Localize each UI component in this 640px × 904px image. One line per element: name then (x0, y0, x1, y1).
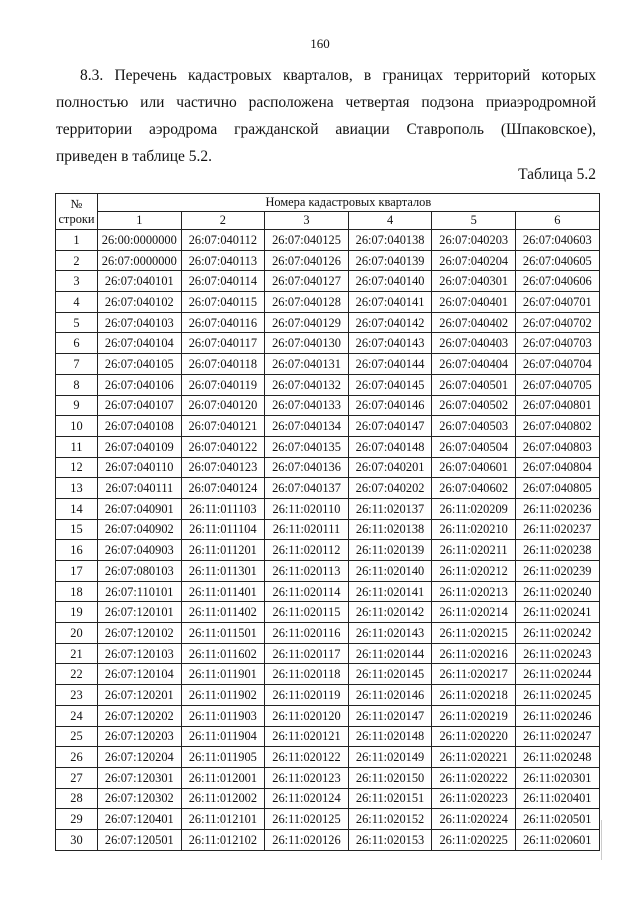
cadastral-number-cell: 26:11:020148 (348, 726, 432, 747)
cadastral-number-cell: 26:07:040107 (98, 395, 182, 416)
group-header: Номера кадастровых кварталов (98, 194, 600, 212)
row-number-cell: 10 (56, 416, 98, 437)
cadastral-number-cell: 26:07:040112 (181, 230, 265, 251)
cadastral-number-cell: 26:07:040102 (98, 292, 182, 313)
cadastral-number-cell: 26:11:020146 (348, 685, 432, 706)
cadastral-number-cell: 26:07:040103 (98, 312, 182, 333)
cadastral-number-cell: 26:11:011103 (181, 498, 265, 519)
cadastral-number-cell: 26:07:120301 (98, 767, 182, 788)
column-number-row (56, 212, 600, 230)
cadastral-number-cell: 26:07:040124 (181, 478, 265, 499)
table-row (56, 623, 600, 644)
cadastral-number-cell: 26:11:020116 (265, 623, 349, 644)
cadastral-number-cell: 26:11:020211 (432, 540, 516, 561)
cadastral-number-cell: 26:11:020301 (515, 767, 599, 788)
cadastral-number-cell: 26:11:020145 (348, 664, 432, 685)
cadastral-number-cell: 26:11:020118 (265, 664, 349, 685)
cadastral-number-cell: 26:07:040602 (432, 478, 516, 499)
cadastral-number-cell: 26:11:011501 (181, 623, 265, 644)
cadastral-number-cell: 26:11:020245 (515, 685, 599, 706)
cadastral-number-cell: 26:07:040118 (181, 354, 265, 375)
cadastral-number-cell: 26:07:120501 (98, 829, 182, 850)
cadastral-number-cell: 26:07:040605 (515, 250, 599, 271)
cadastral-number-cell: 26:11:020139 (348, 540, 432, 561)
row-number-cell: 13 (56, 478, 98, 499)
cadastral-number-cell: 26:11:020237 (515, 519, 599, 540)
cadastral-number-cell: 26:11:020214 (432, 602, 516, 623)
row-number-cell: 14 (56, 498, 98, 519)
cadastral-number-cell: 26:11:020216 (432, 643, 516, 664)
cadastral-number-cell: 26:07:040301 (432, 271, 516, 292)
cadastral-number-cell: 26:07:040129 (265, 312, 349, 333)
cadastral-number-cell: 26:11:020152 (348, 809, 432, 830)
table-row (56, 685, 600, 706)
row-number-cell: 17 (56, 561, 98, 582)
cadastral-number-cell: 26:07:040121 (181, 416, 265, 437)
cadastral-number-cell: 26:11:020240 (515, 581, 599, 602)
cadastral-number-cell: 26:07:040104 (98, 333, 182, 354)
cadastral-number-cell: 26:11:020213 (432, 581, 516, 602)
table-row (56, 292, 600, 313)
cadastral-number-cell: 26:11:020150 (348, 767, 432, 788)
cadastral-number-cell: 26:07:120201 (98, 685, 182, 706)
cadastral-number-cell: 26:11:020238 (515, 540, 599, 561)
cadastral-number-cell: 26:07:040145 (348, 374, 432, 395)
cadastral-number-cell: 26:07:040403 (432, 333, 516, 354)
cadastral-number-cell: 26:07:080103 (98, 561, 182, 582)
row-number-cell: 16 (56, 540, 98, 561)
cadastral-number-cell: 26:07:040148 (348, 436, 432, 457)
cadastral-number-cell: 26:07:040136 (265, 457, 349, 478)
row-number-cell: 18 (56, 581, 98, 602)
cadastral-number-cell: 26:07:040130 (265, 333, 349, 354)
column-number: 5 (432, 212, 516, 230)
cadastral-number-cell: 26:07:040404 (432, 354, 516, 375)
cadastral-number-cell: 26:11:011402 (181, 602, 265, 623)
cadastral-number-cell: 26:07:040110 (98, 457, 182, 478)
cadastral-number-cell: 26:11:020401 (515, 788, 599, 809)
cadastral-number-cell: 26:11:020218 (432, 685, 516, 706)
column-number: 3 (265, 212, 349, 230)
table-row (56, 767, 600, 788)
cadastral-number-cell: 26:11:020147 (348, 705, 432, 726)
cadastral-number-cell: 26:11:011901 (181, 664, 265, 685)
row-number-cell: 5 (56, 312, 98, 333)
cadastral-number-cell: 26:11:020248 (515, 747, 599, 768)
cadastral-number-cell: 26:07:040117 (181, 333, 265, 354)
cadastral-number-cell: 26:11:020125 (265, 809, 349, 830)
cadastral-number-cell: 26:07:040801 (515, 395, 599, 416)
cadastral-number-cell: 26:07:040402 (432, 312, 516, 333)
cadastral-number-cell: 26:07:040703 (515, 333, 599, 354)
table-row (56, 498, 600, 519)
cadastral-number-cell: 26:07:120203 (98, 726, 182, 747)
section-paragraph (56, 62, 596, 170)
cadastral-number-cell: 26:11:012001 (181, 767, 265, 788)
cadastral-number-cell: 26:07:040133 (265, 395, 349, 416)
cadastral-number-cell: 26:11:020223 (432, 788, 516, 809)
table-row (56, 416, 600, 437)
cadastral-number-cell: 26:07:120103 (98, 643, 182, 664)
paragraph-text: 8.3. Перечень кадастровых кварталов, в границах территорий которых полностью или частично расположена четвертая подзона приаэродромной территории аэродрома гражданской авиации Ставрополь (Шпаковское), приведен в таблице 5.2. (56, 67, 596, 165)
cadastral-number-cell: 26:07:040701 (515, 292, 599, 313)
table-row (56, 250, 600, 271)
column-number: 1 (98, 212, 182, 230)
table-row (56, 478, 600, 499)
cadastral-number-cell: 26:11:020246 (515, 705, 599, 726)
row-number-cell: 4 (56, 292, 98, 313)
cadastral-number-cell: 26:11:011903 (181, 705, 265, 726)
cadastral-number-cell: 26:07:040902 (98, 519, 182, 540)
row-number-cell: 2 (56, 250, 98, 271)
cadastral-number-cell: 26:07:040503 (432, 416, 516, 437)
row-number-cell: 3 (56, 271, 98, 292)
table-row (56, 230, 600, 251)
table-row (56, 788, 600, 809)
cadastral-number-cell: 26:11:020140 (348, 561, 432, 582)
cadastral-number-cell: 26:07:040139 (348, 250, 432, 271)
cadastral-number-cell: 26:07:040131 (265, 354, 349, 375)
column-number: 2 (181, 212, 265, 230)
cadastral-number-cell: 26:07:040115 (181, 292, 265, 313)
row-number-cell: 26 (56, 747, 98, 768)
cadastral-number-cell: 26:07:040140 (348, 271, 432, 292)
row-number-cell: 20 (56, 623, 98, 644)
cadastral-number-cell: 26:11:020117 (265, 643, 349, 664)
row-number-cell: 24 (56, 705, 98, 726)
cadastral-number-cell: 26:07:040146 (348, 395, 432, 416)
cadastral-number-cell: 26:07:040137 (265, 478, 349, 499)
cadastral-number-cell: 26:07:040127 (265, 271, 349, 292)
cadastral-number-cell: 26:11:020121 (265, 726, 349, 747)
cadastral-number-cell: 26:07:040120 (181, 395, 265, 416)
table-row (56, 561, 600, 582)
cadastral-number-cell: 26:07:040114 (181, 271, 265, 292)
row-number-cell: 15 (56, 519, 98, 540)
cadastral-number-cell: 26:07:040401 (432, 292, 516, 313)
table-row (56, 747, 600, 768)
cadastral-number-cell: 26:11:020141 (348, 581, 432, 602)
cadastral-number-cell: 26:07:040804 (515, 457, 599, 478)
cadastral-number-cell: 26:00:0000000 (98, 230, 182, 251)
cadastral-number-cell: 26:11:020138 (348, 519, 432, 540)
table-row (56, 643, 600, 664)
cadastral-number-cell: 26:07:040606 (515, 271, 599, 292)
row-number-header-line2: строки (58, 211, 95, 226)
table-row (56, 829, 600, 850)
row-number-cell: 9 (56, 395, 98, 416)
column-number: 4 (348, 212, 432, 230)
cadastral-number-cell: 26:07:040502 (432, 395, 516, 416)
page-number: 160 (310, 36, 330, 51)
cadastral-number-cell: 26:07:040504 (432, 436, 516, 457)
cadastral-number-cell: 26:11:020220 (432, 726, 516, 747)
cadastral-number-cell: 26:07:040704 (515, 354, 599, 375)
cadastral-number-cell: 26:07:040202 (348, 478, 432, 499)
cadastral-number-cell: 26:07:040126 (265, 250, 349, 271)
cadastral-number-cell: 26:07:120104 (98, 664, 182, 685)
cadastral-number-cell: 26:11:012002 (181, 788, 265, 809)
cadastral-number-cell: 26:07:040601 (432, 457, 516, 478)
cadastral-number-cell: 26:07:040143 (348, 333, 432, 354)
cadastral-number-cell: 26:07:040106 (98, 374, 182, 395)
cadastral-number-cell: 26:11:020122 (265, 747, 349, 768)
cadastral-number-cell: 26:07:040803 (515, 436, 599, 457)
cadastral-number-cell: 26:11:020153 (348, 829, 432, 850)
row-number-cell: 25 (56, 726, 98, 747)
row-number-cell: 1 (56, 230, 98, 251)
cadastral-number-cell: 26:11:020110 (265, 498, 349, 519)
cadastral-number-cell: 26:11:020114 (265, 581, 349, 602)
cadastral-number-cell: 26:11:020209 (432, 498, 516, 519)
table-row (56, 726, 600, 747)
cadastral-number-cell: 26:07:040702 (515, 312, 599, 333)
row-number-cell: 28 (56, 788, 98, 809)
cadastral-number-cell: 26:11:020224 (432, 809, 516, 830)
table-row (56, 581, 600, 602)
scan-artifact-line (601, 820, 602, 860)
cadastral-number-cell: 26:11:011902 (181, 685, 265, 706)
cadastral-number-cell: 26:11:020225 (432, 829, 516, 850)
cadastral-number-cell: 26:11:012102 (181, 829, 265, 850)
cadastral-quarters-table (55, 193, 600, 851)
cadastral-number-cell: 26:11:011602 (181, 643, 265, 664)
table-body (56, 230, 600, 851)
cadastral-number-cell: 26:11:020244 (515, 664, 599, 685)
table-row (56, 354, 600, 375)
cadastral-number-cell: 26:07:040119 (181, 374, 265, 395)
cadastral-number-cell: 26:11:020239 (515, 561, 599, 582)
row-number-header-line1: № (70, 196, 83, 211)
cadastral-number-cell: 26:11:020601 (515, 829, 599, 850)
cadastral-number-cell: 26:11:020241 (515, 602, 599, 623)
cadastral-number-cell: 26:11:020120 (265, 705, 349, 726)
cadastral-number-cell: 26:07:040144 (348, 354, 432, 375)
cadastral-number-cell: 26:07:040116 (181, 312, 265, 333)
cadastral-number-cell: 26:07:040135 (265, 436, 349, 457)
cadastral-number-cell: 26:07:040101 (98, 271, 182, 292)
cadastral-number-cell: 26:11:020112 (265, 540, 349, 561)
cadastral-number-cell: 26:07:040111 (98, 478, 182, 499)
cadastral-number-cell: 26:11:020123 (265, 767, 349, 788)
cadastral-number-cell: 26:07:040125 (265, 230, 349, 251)
cadastral-number-cell: 26:07:120202 (98, 705, 182, 726)
cadastral-number-cell: 26:07:040705 (515, 374, 599, 395)
cadastral-number-cell: 26:11:020501 (515, 809, 599, 830)
cadastral-number-cell: 26:11:020210 (432, 519, 516, 540)
table-row (56, 312, 600, 333)
cadastral-number-cell: 26:07:040134 (265, 416, 349, 437)
cadastral-number-cell: 26:07:040122 (181, 436, 265, 457)
cadastral-number-cell: 26:07:040141 (348, 292, 432, 313)
cadastral-number-cell: 26:11:020119 (265, 685, 349, 706)
row-number-header (56, 194, 98, 230)
cadastral-number-cell: 26:07:0000000 (98, 250, 182, 271)
cadastral-number-cell: 26:07:040903 (98, 540, 182, 561)
table-row (56, 519, 600, 540)
table-row (56, 705, 600, 726)
cadastral-number-cell: 26:07:110101 (98, 581, 182, 602)
table-header (56, 194, 600, 230)
cadastral-number-cell: 26:07:040109 (98, 436, 182, 457)
cadastral-number-cell: 26:07:040201 (348, 457, 432, 478)
cadastral-number-cell: 26:11:020111 (265, 519, 349, 540)
cadastral-number-cell: 26:11:020212 (432, 561, 516, 582)
row-number-cell: 22 (56, 664, 98, 685)
cadastral-number-cell: 26:11:020126 (265, 829, 349, 850)
cadastral-number-cell: 26:07:040501 (432, 374, 516, 395)
row-number-cell: 27 (56, 767, 98, 788)
cadastral-number-cell: 26:11:020137 (348, 498, 432, 519)
table-row (56, 457, 600, 478)
cadastral-number-cell: 26:07:040805 (515, 478, 599, 499)
table-row (56, 602, 600, 623)
cadastral-number-cell: 26:07:040132 (265, 374, 349, 395)
column-number: 6 (515, 212, 599, 230)
cadastral-number-cell: 26:11:020142 (348, 602, 432, 623)
cadastral-number-cell: 26:11:011104 (181, 519, 265, 540)
cadastral-number-cell: 26:07:040138 (348, 230, 432, 251)
cadastral-number-cell: 26:11:020124 (265, 788, 349, 809)
row-number-cell: 29 (56, 809, 98, 830)
cadastral-number-cell: 26:07:120204 (98, 747, 182, 768)
cadastral-number-cell: 26:11:020151 (348, 788, 432, 809)
table-row (56, 271, 600, 292)
row-number-cell: 23 (56, 685, 98, 706)
table-row (56, 664, 600, 685)
cadastral-number-cell: 26:11:011904 (181, 726, 265, 747)
cadastral-number-cell: 26:11:020242 (515, 623, 599, 644)
cadastral-number-cell: 26:07:120102 (98, 623, 182, 644)
cadastral-number-cell: 26:11:020215 (432, 623, 516, 644)
row-number-cell: 7 (56, 354, 98, 375)
cadastral-number-cell: 26:07:040108 (98, 416, 182, 437)
cadastral-number-cell: 26:07:120401 (98, 809, 182, 830)
cadastral-number-cell: 26:11:020115 (265, 602, 349, 623)
cadastral-number-cell: 26:07:040603 (515, 230, 599, 251)
cadastral-number-cell: 26:07:120302 (98, 788, 182, 809)
row-number-cell: 21 (56, 643, 98, 664)
cadastral-number-cell: 26:11:020236 (515, 498, 599, 519)
row-number-cell: 19 (56, 602, 98, 623)
table-caption: Таблица 5.2 (518, 166, 596, 183)
cadastral-number-cell: 26:07:040203 (432, 230, 516, 251)
cadastral-number-cell: 26:07:040204 (432, 250, 516, 271)
row-number-cell: 6 (56, 333, 98, 354)
cadastral-number-cell: 26:11:011301 (181, 561, 265, 582)
cadastral-number-cell: 26:11:020149 (348, 747, 432, 768)
cadastral-number-cell: 26:11:020219 (432, 705, 516, 726)
table-row (56, 436, 600, 457)
cadastral-number-cell: 26:07:040128 (265, 292, 349, 313)
cadastral-number-cell: 26:11:020143 (348, 623, 432, 644)
cadastral-number-cell: 26:07:120101 (98, 602, 182, 623)
table-row (56, 809, 600, 830)
cadastral-number-cell: 26:11:011201 (181, 540, 265, 561)
cadastral-number-cell: 26:07:040113 (181, 250, 265, 271)
cadastral-number-cell: 26:07:040105 (98, 354, 182, 375)
cadastral-number-cell: 26:11:011905 (181, 747, 265, 768)
row-number-cell: 11 (56, 436, 98, 457)
cadastral-number-cell: 26:11:020144 (348, 643, 432, 664)
cadastral-number-cell: 26:07:040901 (98, 498, 182, 519)
cadastral-number-cell: 26:07:040142 (348, 312, 432, 333)
cadastral-number-cell: 26:11:020243 (515, 643, 599, 664)
row-number-cell: 12 (56, 457, 98, 478)
table-row (56, 540, 600, 561)
table-row (56, 374, 600, 395)
cadastral-number-cell: 26:11:020222 (432, 767, 516, 788)
table-row (56, 333, 600, 354)
cadastral-number-cell: 26:07:040147 (348, 416, 432, 437)
cadastral-number-cell: 26:07:040802 (515, 416, 599, 437)
row-number-cell: 30 (56, 829, 98, 850)
cadastral-number-cell: 26:11:011401 (181, 581, 265, 602)
cadastral-number-cell: 26:11:020221 (432, 747, 516, 768)
cadastral-number-cell: 26:11:020113 (265, 561, 349, 582)
cadastral-number-cell: 26:11:020217 (432, 664, 516, 685)
row-number-cell: 8 (56, 374, 98, 395)
table-row (56, 395, 600, 416)
cadastral-number-cell: 26:07:040123 (181, 457, 265, 478)
cadastral-number-cell: 26:11:020247 (515, 726, 599, 747)
cadastral-number-cell: 26:11:012101 (181, 809, 265, 830)
